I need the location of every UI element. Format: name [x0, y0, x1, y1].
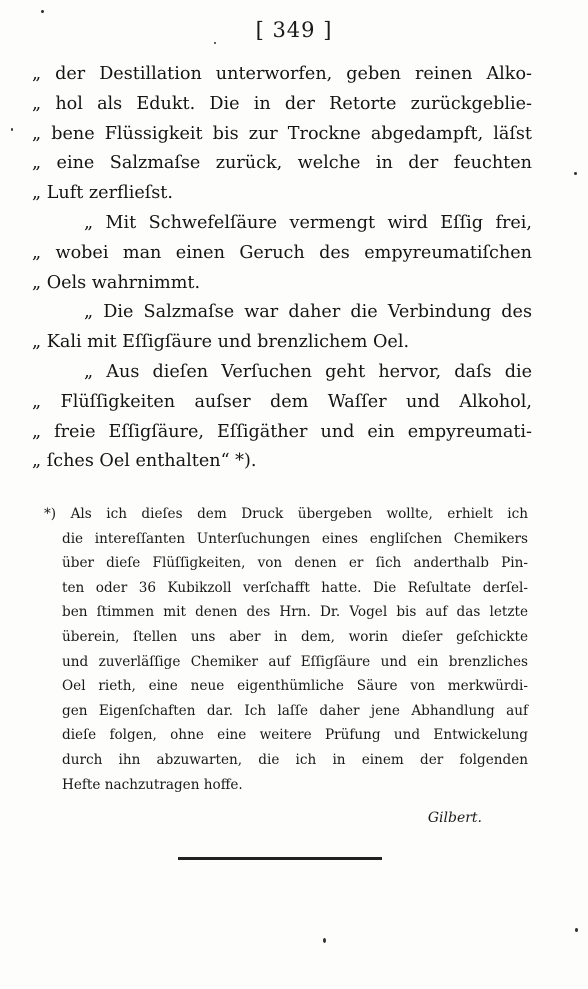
page-number: [ 349 ] [255, 18, 333, 42]
text-line: „ freie Eſſigſäure, Eſſigäther und ein empyreumati- [32, 421, 532, 442]
footnote-line: die intereſſanten Unterſuchungen eines engliſchen Chemikers [62, 530, 528, 547]
scan-speck [323, 938, 326, 943]
text-line: „ Mit Schwefelſäure vermengt wird Eſſig frei, [84, 212, 532, 233]
text-line: „ hol als Edukt. Die in der Retorte zurückgeblie- [32, 93, 532, 114]
footnote-line: dieſe folgen, ohne eine weitere Prüfung und Entwickelung [62, 727, 528, 744]
text-line: „ der Destillation unterworfen, geben reinen Alko- [32, 64, 532, 84]
footnote-line: überein, ſtellen uns aber in dem, worin dieſer geſchickte [62, 628, 528, 645]
footnote-line: *) Als ich dieſes dem Druck übergeben wollte, erhielt ich [44, 506, 528, 522]
footnote-line: und zuverläſſige Chemiker auf Eſſigſäure und ein brenzliches [62, 653, 528, 670]
footnote-line: gen Eigenſchaften dar. Ich laſſe daher jene Abhandlung auf [62, 702, 528, 719]
text-line: „ Oels wahrnimmt. [32, 272, 201, 293]
text-line: „ Luft zerflieſst. [32, 183, 173, 204]
scan-speck [214, 42, 216, 44]
footnote-line: über dieſe Flüſſigkeiten, von denen er ſich anderthalb Pin- [62, 555, 528, 572]
footnote-line: Hefte nachzutragen hoffe. [62, 776, 243, 793]
scan-speck [11, 128, 13, 131]
footnote-line: durch ihn abzuwarten, die ich in einem der folgenden [62, 751, 528, 768]
text-line: „ ſches Oel enthalten“ *). [32, 451, 257, 472]
text-line: „ Kali mit Eſſigſäure und brenzlichem Oel. [32, 332, 410, 353]
scan-speck [575, 928, 578, 932]
text-line: „ bene Flüssigkeit bis zur Trockne abgedampft, läſst [32, 123, 532, 144]
footnote-block [44, 502, 528, 797]
signature: Gilbert. [427, 810, 482, 826]
text-line: „ Flüſſigkeiten auſser dem Waſſer und Alkohol, [32, 391, 532, 412]
text-line: „ Die Salzmaſse war daher die Verbindung des [84, 302, 532, 323]
text-line: „ Aus dieſen Verſuchen geht hervor, daſs die [84, 361, 532, 382]
footnote-line: ben ſtimmen mit denen des Hrn. Dr. Vogel bis auf das letzte [62, 604, 528, 621]
scan-speck [574, 172, 577, 175]
footnote-line: Oel rieth, eine neue eigenthümliche Säure von merkwürdi- [62, 678, 528, 695]
main-text-block [32, 60, 532, 477]
text-line: „ wobei man einen Geruch des empyreumatiſchen [32, 242, 532, 263]
end-rule [178, 857, 382, 860]
text-line: „ eine Salzmaſse zurück, welche in der feuchten [32, 153, 532, 174]
footnote-line: ten oder 36 Kubikzoll verſchafft hatte. Die Reſultate derſel- [62, 579, 528, 596]
scan-speck [41, 10, 44, 13]
